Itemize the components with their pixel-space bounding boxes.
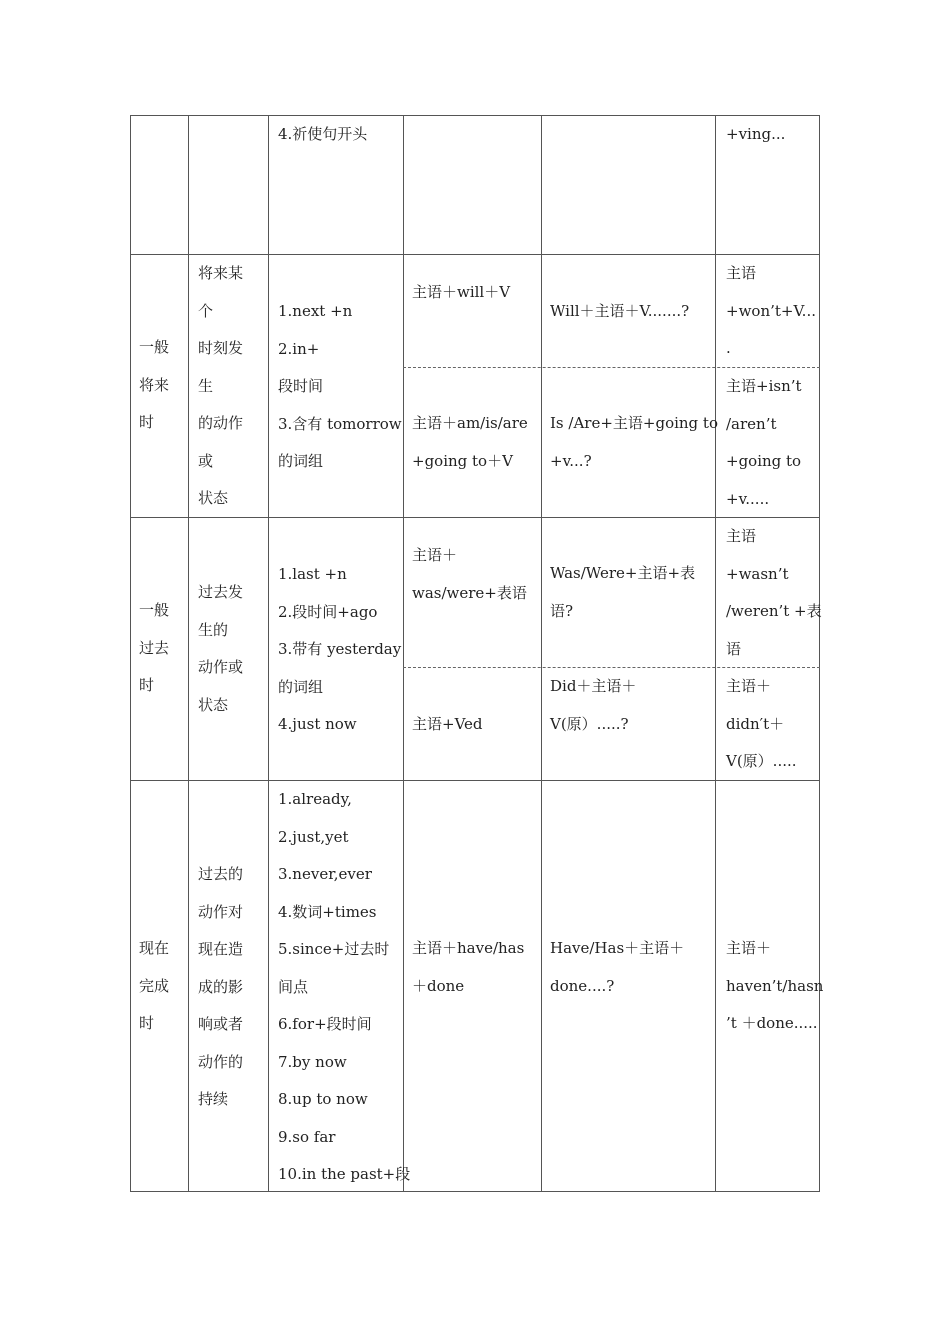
negative-cell: 主语 +won’t+V... . [726,264,816,357]
negative-cell: 主语＋ didn′t＋ V(原）..... [726,677,797,770]
meaning-cell: 过去的 动作对 现在造 成的影 响或者 动作的 持续 [198,865,244,1108]
negative-cell: 主语+isn’t /aren’t +going to +v..... [726,377,802,508]
question-cell: Will＋主语＋V.......? [550,302,690,320]
tense-name: 一般 将来 时 [139,338,170,431]
question-cell: Did＋主语＋ V(原）.....? [550,677,637,733]
positive-cell: 主语＋am/is/are +going to＋V [412,414,528,470]
grid-line [130,115,131,1192]
question-cell: Is /Are+主语+going to +v...? [550,414,718,470]
grid-line [130,780,820,781]
question-cell: Was/Were+主语+表 语? [550,564,696,620]
grid-line [130,115,820,116]
tense-table [130,115,824,1192]
tense-name: 现在 完成 时 [139,939,170,1032]
positive-cell: 主语＋will＋V [412,283,511,301]
markers-cell: 1.next +n 2.in+ 段时间 3.含有 tomorrow 的词组 [278,302,402,470]
grid-line [715,115,716,1192]
tense-name: 一般 过去 时 [139,601,170,694]
grid-line [541,115,542,1192]
markers-cell: 1.last +n 2.段时间+ago 3.带有 yesterday 的词组 4.just now [278,565,402,733]
negative-cell: 主语 +wasn’t /weren’t +表 语 [726,527,822,658]
positive-cell: 主语＋have/has ＋done [412,939,525,995]
negative-cell: +ving... [726,125,786,143]
grid-line [188,115,189,1192]
grid-line [130,1191,820,1192]
negative-cell: 主语＋ haven’t/hasn ’t ＋done..... [726,939,824,1032]
positive-cell: 主语＋ was/were+表语 [412,546,527,602]
positive-cell: 主语+Ved [412,715,483,733]
grid-line [268,115,269,1192]
question-cell: Have/Has＋主语＋ done....? [550,939,685,995]
meaning-cell: 过去发 生的 动作或 状态 [198,583,244,714]
markers-cell: 1.already, 2.just,yet 3.never,ever 4.数词+times 5.since+过去时 间点 6.for+段时间 7.by now 8.up to now 9.so far 10.in the past+段 [278,790,411,1183]
meaning-cell: 将来某 个 时刻发 生 的动作 或 状态 [198,264,244,507]
usage-cell: 4.祈使句开头 [278,125,368,143]
